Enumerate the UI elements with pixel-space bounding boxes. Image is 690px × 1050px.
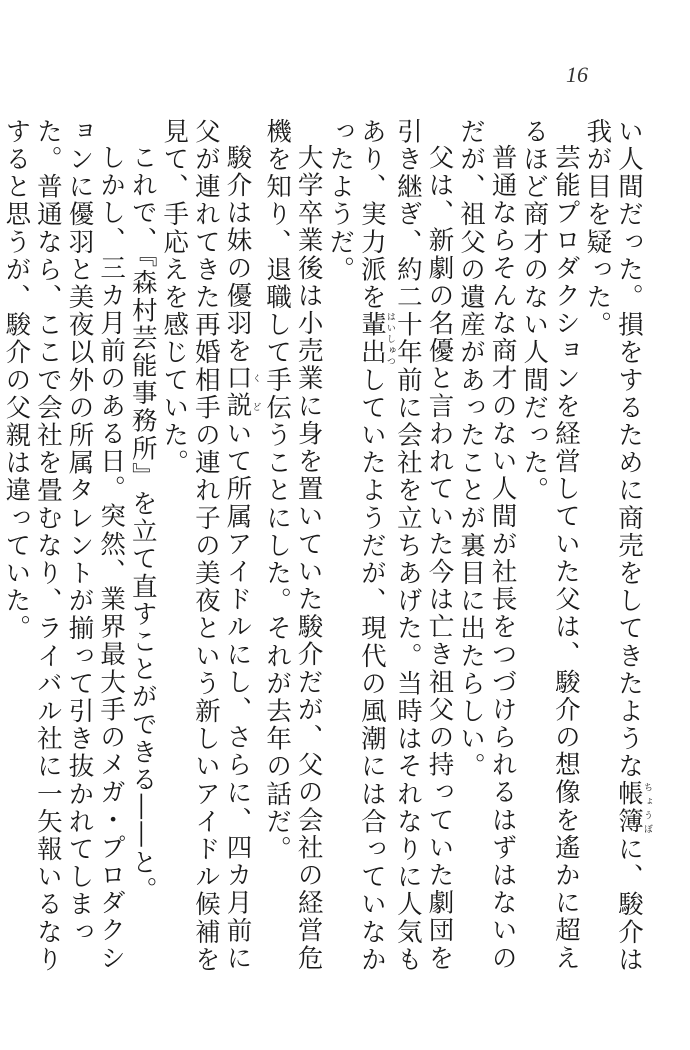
body-text <box>1 118 652 988</box>
paragraph <box>581 118 652 988</box>
text-run: 父は、新劇の名優と言われていた今は亡き祖父の持っていた劇団を引き継ぎ、約二十年前に会社を立ちあげた。当時はそれなりに人気もあり、実力派を <box>356 118 455 974</box>
paragraph <box>260 118 323 988</box>
paragraph <box>324 118 455 988</box>
ruby-reading: ちょうぼ <box>642 780 652 836</box>
ruby-reading: はいしゅつ <box>384 311 395 367</box>
text-run: 普通ならそんな商才のない人間が社長をつづけられるはずはないのだが、祖父の遺産があったことが裏目に出たらしい。 <box>456 118 518 972</box>
ruby-word <box>356 311 395 367</box>
text-run: 駿介は妹の優羽を <box>222 143 253 365</box>
paragraph <box>518 118 581 988</box>
paragraph <box>0 118 126 988</box>
text-run: いて所属アイドルにし、さらに、四カ月前に父が連れてきた再婚相手の連れ子の美夜という新しいアイドル候補を見て、手応えを感じていた。 <box>159 118 253 974</box>
text-run: していたようだが、現代の風潮には合っていなかったようだ。 <box>325 118 387 974</box>
paragraph <box>126 118 158 988</box>
ruby-reading: くど <box>250 364 261 420</box>
ruby-base: 輩出 <box>356 311 387 367</box>
text-run: 芸能プロダクションを経営していた父は、駿介の想像を遙かに超えるほど商才のない人間だった。 <box>519 118 581 972</box>
ruby-base: 帳簿 <box>614 780 644 836</box>
paragraph <box>454 118 517 988</box>
ruby-word <box>222 364 261 420</box>
text-run: これで、『森村芸能事務所』を立て直すことができる――と。 <box>127 143 158 904</box>
text-run: 大学卒業後は小売業に身を置いていた駿介だが、父の会社の経営危機を知り、退職して手伝うことにした。それが去年の話だ。 <box>262 118 324 972</box>
ruby-base: 口説 <box>222 364 253 420</box>
text-run: しかし、三カ月前のある日。突然、業界最大手のメガ・プロダクションに優羽と美夜以外の所属タレントが揃って引き抜かれてしまった。普通なら、ここで会社を畳むなり、ライバル社に一矢報いるなりすると思うが、駿介の父親は違っていた。 <box>1 118 127 974</box>
ruby-word <box>614 780 652 836</box>
text-run: い人間だった。損をするために商売をしてきたような <box>614 118 644 781</box>
paragraph <box>158 118 261 988</box>
page-number: 16 <box>566 62 588 87</box>
text-run: に、駿介は我が目を疑った。 <box>582 118 644 974</box>
